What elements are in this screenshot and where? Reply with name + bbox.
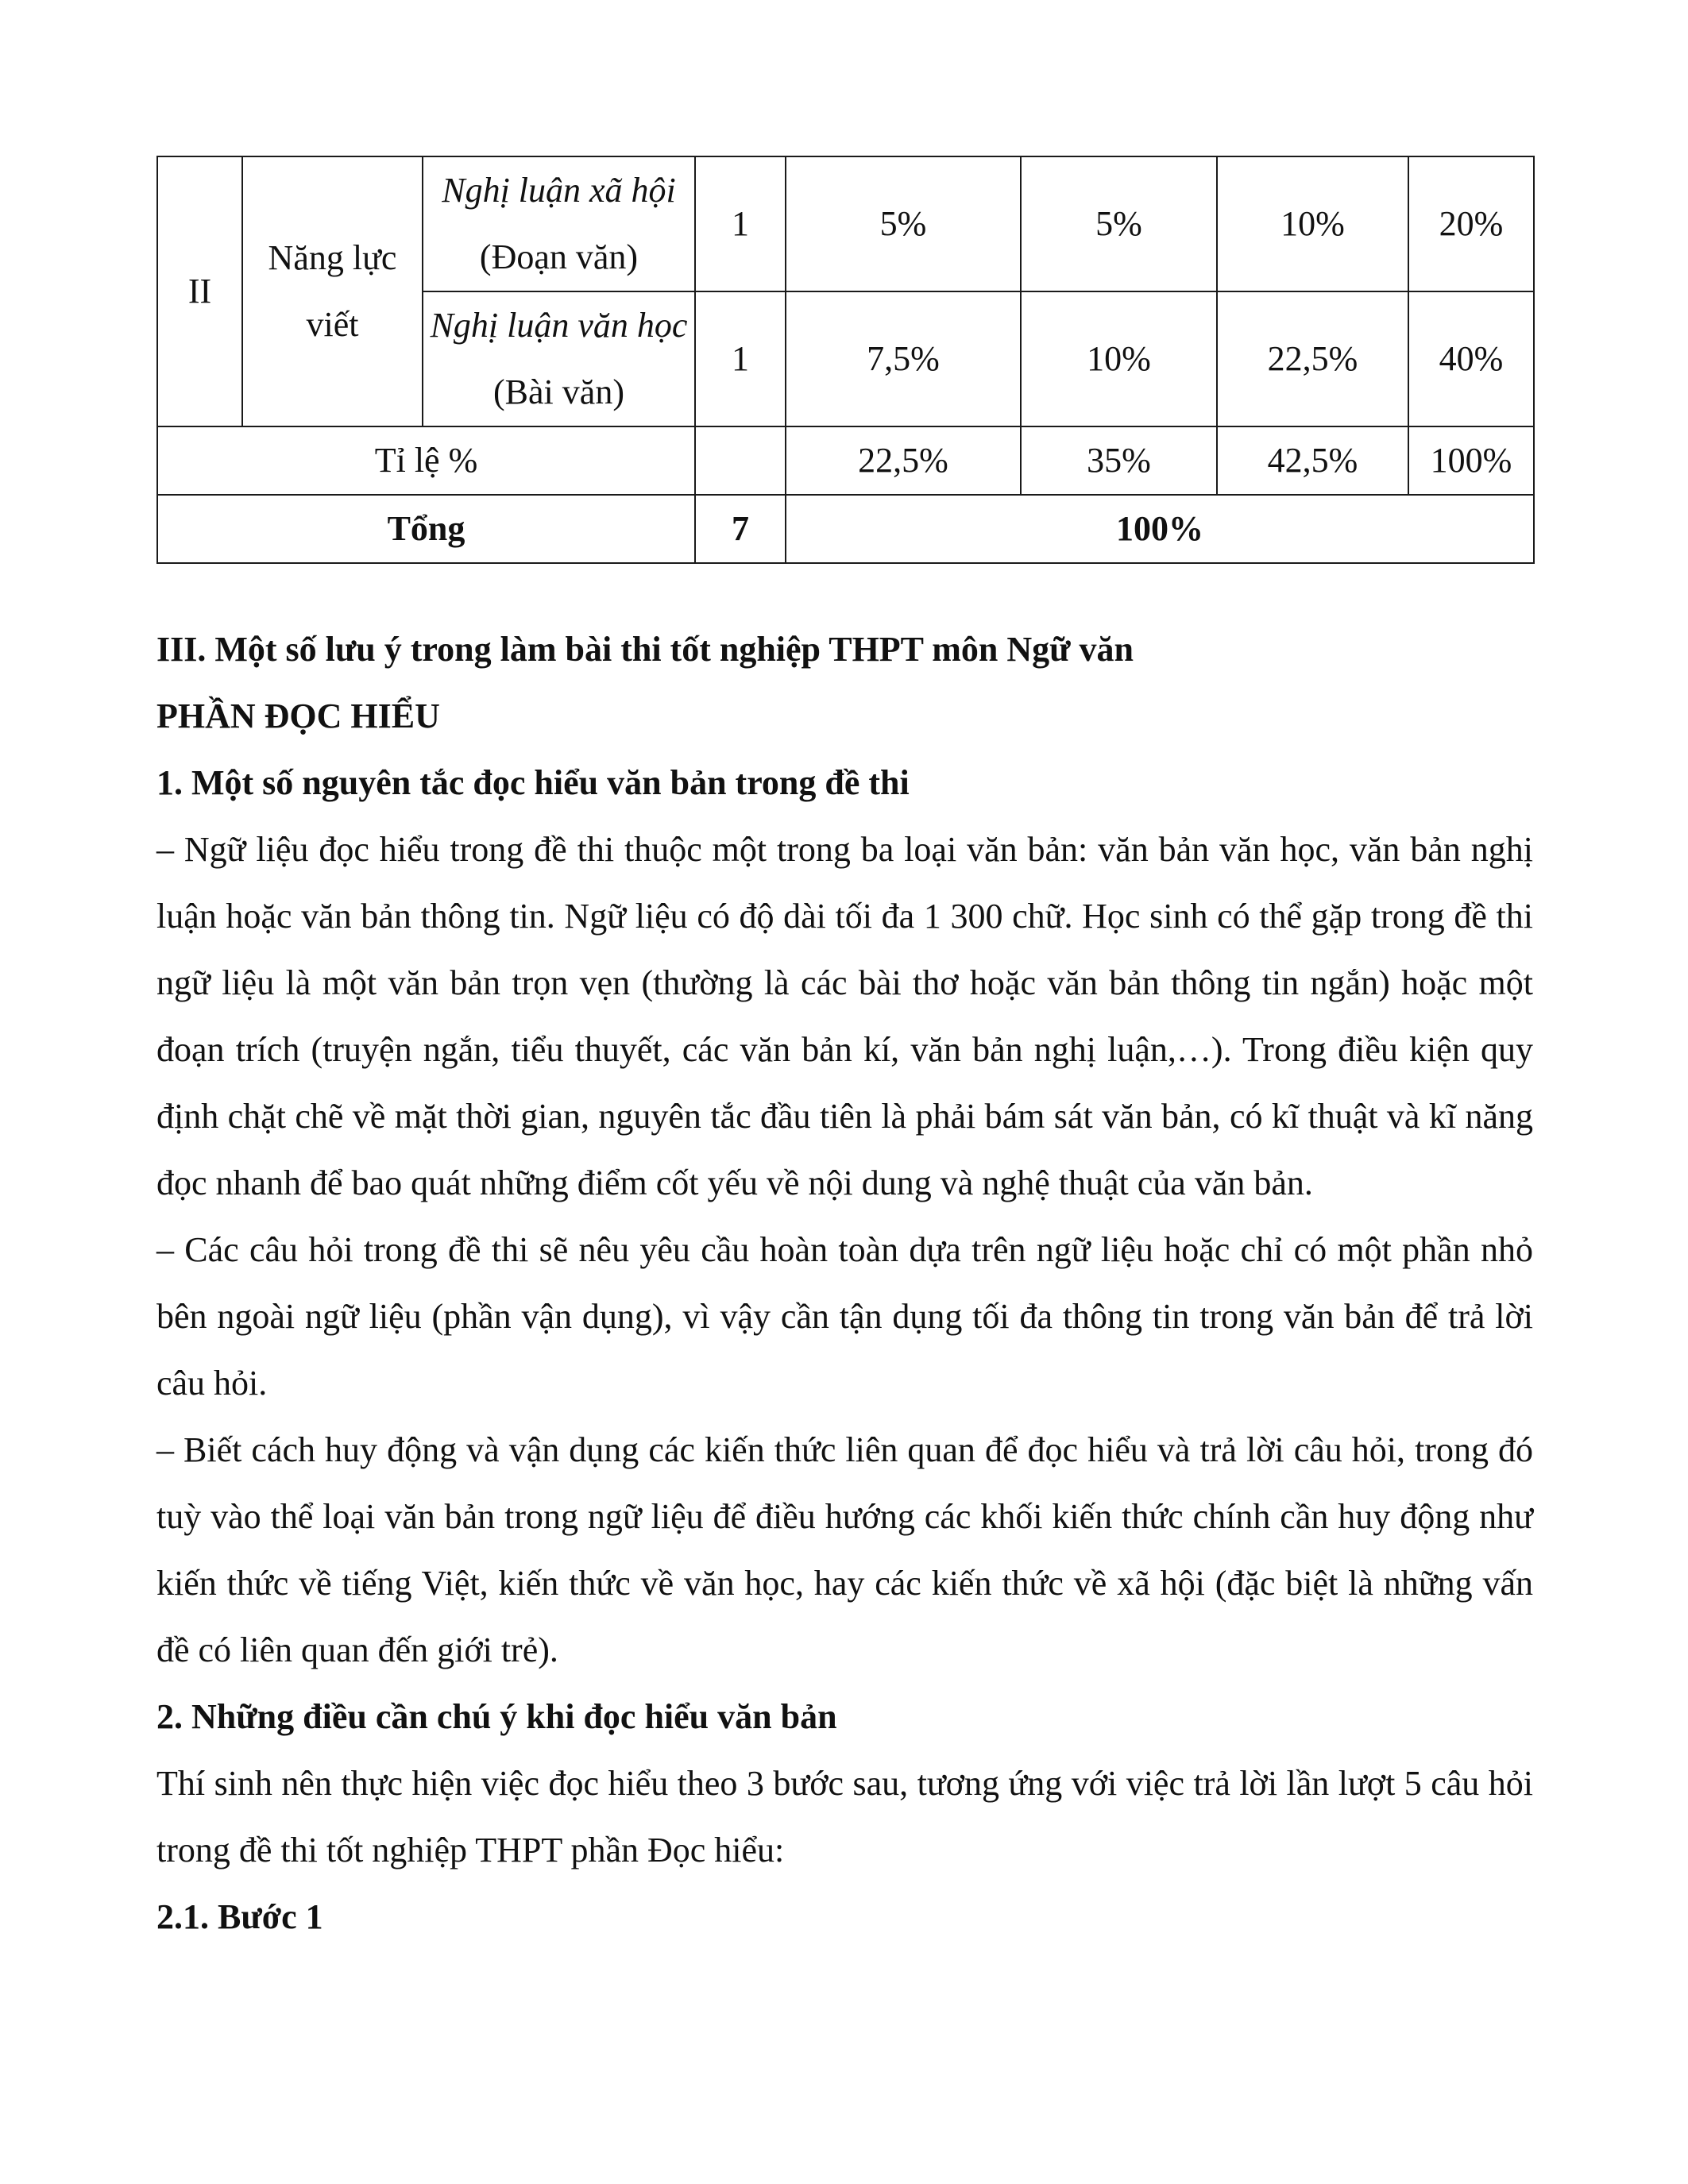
subheading-1: 1. Một số nguyên tắc đọc hiểu văn bản trong đề thi xyxy=(156,763,910,802)
ratio-value-1: 22,5% xyxy=(786,426,1021,495)
content-rest: (Đoạn văn) xyxy=(479,237,639,276)
total-count: 7 xyxy=(695,495,786,563)
cell-value-1: 7,5% xyxy=(786,291,1021,426)
subheading-2: 2. Những điều cần chú ý khi đọc hiểu văn bản xyxy=(156,1697,837,1736)
ratio-label: Tỉ lệ % xyxy=(157,426,695,495)
cell-total: 20% xyxy=(1408,156,1534,291)
cell-content xyxy=(423,291,695,426)
content-italic: Nghị luận xã hội xyxy=(442,171,676,210)
cell-count: 1 xyxy=(695,156,786,291)
paragraph-2: – Các câu hỏi trong đề thi sẽ nêu yêu cầu hoàn toàn dựa trên ngữ liệu hoặc chỉ có một phần nhỏ bên ngoài ngữ liệu (phần vận dụng), vì vậy cần tận dụng tối đa thông tin trong văn bản để trả lời câu hỏi. xyxy=(156,1230,1533,1403)
cell-value-1: 5% xyxy=(786,156,1021,291)
section-body xyxy=(156,616,1533,1951)
total-label: Tổng xyxy=(157,495,695,563)
ratio-value-3: 42,5% xyxy=(1217,426,1408,495)
table-row-ratio xyxy=(157,426,1534,495)
paragraph-3: – Biết cách huy động và vận dụng các kiến thức liên quan để đọc hiểu và trả lời câu hỏi, trong đó tuỳ vào thể loại văn bản trong ngữ liệu để điều hướng các khối kiến thức chính cần huy động như kiến thức về tiếng Việt, kiến thức về văn học, hay các kiến thức về xã hội (đặc biệt là những vấn đề có liên quan đến giới trẻ). xyxy=(156,1430,1533,1669)
table-row-total xyxy=(157,495,1534,563)
paragraph-4: Thí sinh nên thực hiện việc đọc hiểu theo 3 bước sau, tương ứng với việc trả lời lần lượt 5 câu hỏi trong đề thi tốt nghiệp THPT phần Đọc hiểu: xyxy=(156,1764,1533,1870)
cell-value-3: 10% xyxy=(1217,156,1408,291)
cell-total: 40% xyxy=(1408,291,1534,426)
total-percent: 100% xyxy=(786,495,1534,563)
cell-value-2: 5% xyxy=(1021,156,1217,291)
ratio-total: 100% xyxy=(1408,426,1534,495)
ratio-value-2: 35% xyxy=(1021,426,1217,495)
cell-value-2: 10% xyxy=(1021,291,1217,426)
subheading-3: 2.1. Bước 1 xyxy=(156,1897,323,1936)
cell-skill: Năng lực viết xyxy=(242,156,423,426)
cell-content xyxy=(423,156,695,291)
section-heading: III. Một số lưu ý trong làm bài thi tốt nghiệp THPT môn Ngữ văn xyxy=(156,630,1134,669)
score-distribution-table xyxy=(156,156,1535,564)
cell-stt: II xyxy=(157,156,242,426)
cell-count: 1 xyxy=(695,291,786,426)
table-row xyxy=(157,156,1534,291)
ratio-count xyxy=(695,426,786,495)
paragraph-1: – Ngữ liệu đọc hiểu trong đề thi thuộc một trong ba loại văn bản: văn bản văn học, văn bản nghị luận hoặc văn bản thông tin. Ngữ liệu có độ dài tối đa 1 300 chữ. Học sinh có thể gặp trong đề thi ngữ liệu là một văn bản trọn vẹn (thường là các bài thơ hoặc văn bản thông tin ngắn) hoặc một đoạn trích (truyện ngắn, tiểu thuyết, các văn bản kí, văn bản nghị luận,…). Trong điều kiện quy định chặt chẽ về mặt thời gian, nguyên tắc đầu tiên là phải bám sát văn bản, có kĩ thuật và kĩ năng đọc nhanh để bao quát những điểm cốt yếu về nội dung và nghệ thuật của văn bản. xyxy=(156,830,1533,1202)
cell-value-3: 22,5% xyxy=(1217,291,1408,426)
part-heading: PHẦN ĐỌC HIỂU xyxy=(156,696,440,735)
content-rest: (Bài văn) xyxy=(493,372,624,411)
content-italic: Nghị luận văn học xyxy=(430,306,688,345)
